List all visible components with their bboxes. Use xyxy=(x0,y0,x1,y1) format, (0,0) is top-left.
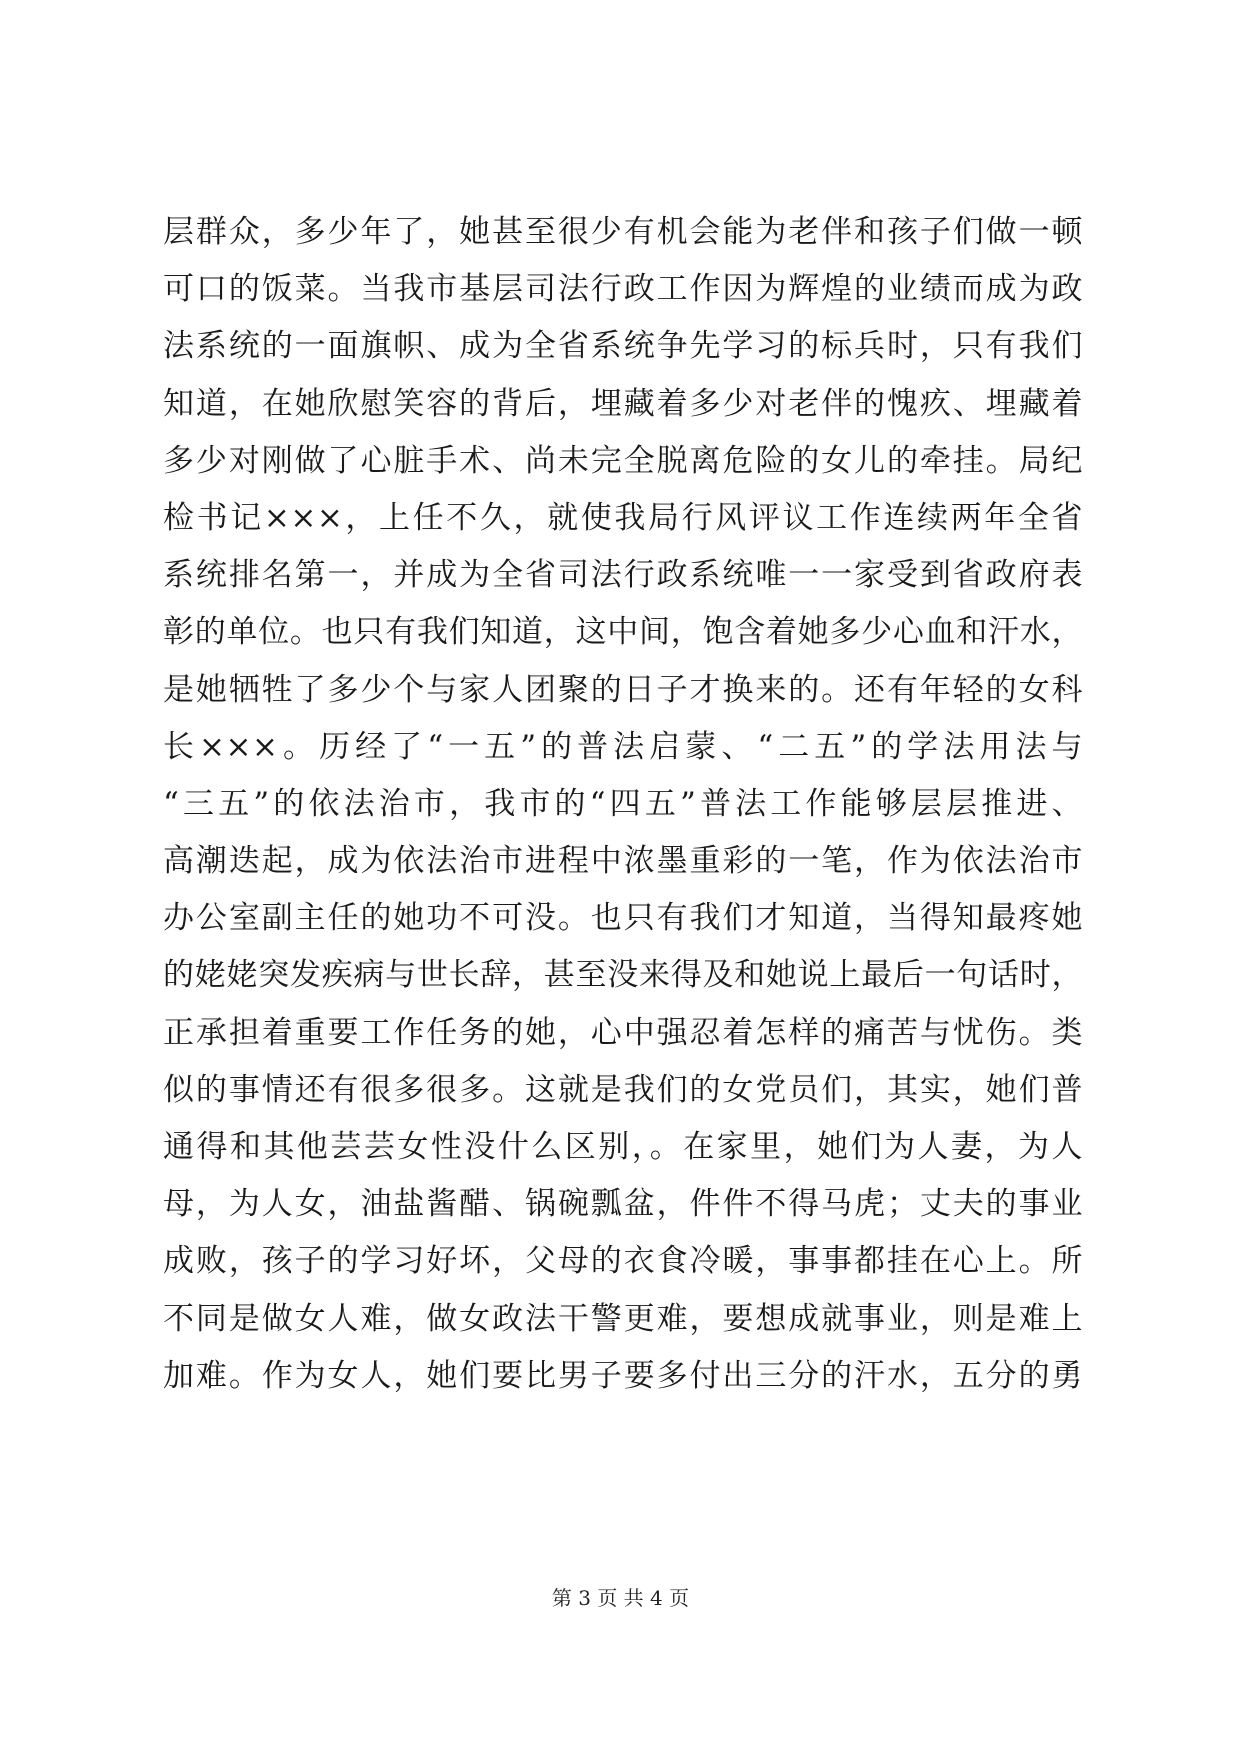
text-line: “三五”的依法治市，我市的“四五”普法工作能够层层推进、 xyxy=(163,785,1083,822)
text-line: 系统排名第一，并成为全省司法行政系统唯一一家受到省政府表 xyxy=(163,557,1083,594)
text-line: 加难。作为女人，她们要比男子要多付出三分的汗水，五分的勇 xyxy=(163,1357,1083,1394)
text-line: 成败，孩子的学习好坏，父母的衣食冷暖，事事都挂在心上。所 xyxy=(163,1243,1083,1280)
text-line: 的姥姥突发疾病与世长辞，甚至没来得及和她说上最后一句话时， xyxy=(163,957,1083,994)
page-number-footer: 第 3 页 共 4 页 xyxy=(551,1586,690,1610)
text-line: 法系统的一面旗帜、成为全省系统争先学习的标兵时，只有我们 xyxy=(163,328,1083,365)
text-line: 通得和其他芸芸女性没什么区别，。在家里，她们为人妻，为人 xyxy=(163,1129,1083,1165)
text-line: 检书记×××，上任不久，就使我局行风评议工作连续两年全省 xyxy=(163,499,1083,536)
text-line: 彰的单位。也只有我们知道，这中间，饱含着她多少心血和汗水， xyxy=(163,614,1083,651)
text-line: 似的事情还有很多很多。这就是我们的女党员们，其实，她们普 xyxy=(163,1071,1083,1108)
text-line: 知道，在她欣慰笑容的背后，埋藏着多少对老伴的愧疚、埋藏着 xyxy=(163,385,1083,422)
text-line: 长×××。历经了“一五”的普法启蒙、“二五”的学法用法与 xyxy=(163,728,1083,765)
text-line: 办公室副主任的她功不可没。也只有我们才知道，当得知最疼她 xyxy=(163,900,1083,937)
text-line: 可口的饭菜。当我市基层司法行政工作因为辉煌的业绩而成为政 xyxy=(163,271,1083,308)
text-line: 母，为人女，油盐酱醋、锅碗瓢盆，件件不得马虎；丈夫的事业 xyxy=(163,1186,1083,1223)
text-line: 正承担着重要工作任务的她，心中强忍着怎样的痛苦与忧伤。类 xyxy=(163,1014,1083,1051)
text-line: 是她牺牲了多少个与家人团聚的日子才换来的。还有年轻的女科 xyxy=(163,671,1083,708)
text-line: 多少对刚做了心脏手术、尚未完全脱离危险的女儿的牵挂。局纪 xyxy=(163,442,1083,479)
text-line: 不同是做女人难，做女政法干警更难，要想成就事业，则是难上 xyxy=(163,1300,1083,1337)
body-text xyxy=(163,204,1083,1405)
text-line: 高潮迭起，成为依法治市进程中浓墨重彩的一笔，作为依法治市 xyxy=(163,843,1083,880)
text-line: 层群众，多少年了，她甚至很少有机会能为老伴和孩子们做一顿 xyxy=(163,214,1083,250)
